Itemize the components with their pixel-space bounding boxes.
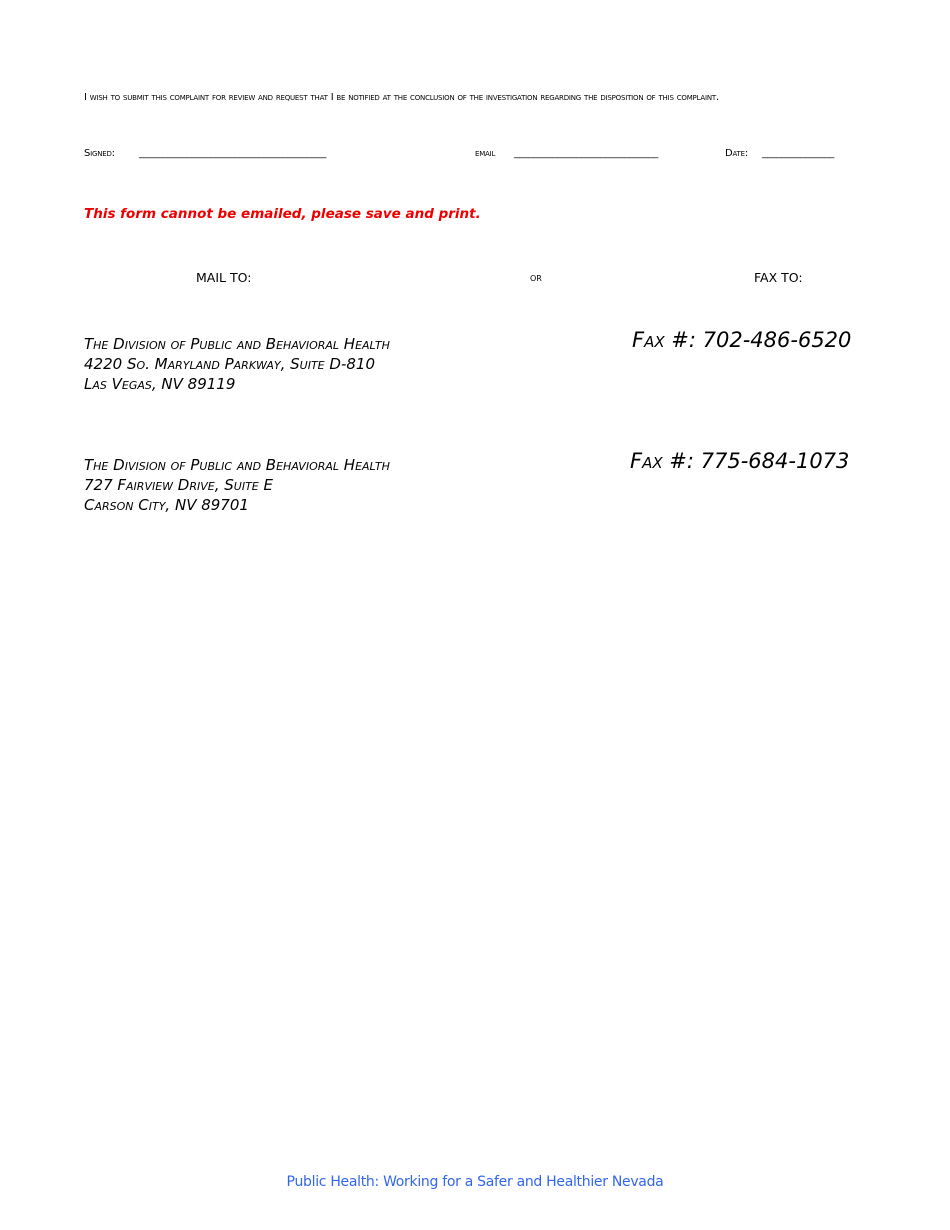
date-label: Date: [725, 148, 749, 159]
intro-text: I wish to submit this complaint for review and request that I be notified at the conclusion of the investigation regarding the disposition of this complaint. [84, 92, 719, 103]
signed-label: Signed: [84, 148, 115, 159]
date-field[interactable]: _______________ [762, 148, 835, 159]
mail-to-heading: MAIL TO: [196, 270, 252, 285]
email-label: email [475, 148, 496, 159]
fax-to-heading: FAX TO: [754, 270, 803, 285]
address-line: 727 Fairview Drive, Suite E [84, 476, 273, 494]
las-vegas-fax: Fax #: 702-486-6520 [632, 328, 852, 352]
email-field[interactable]: ______________________________ [514, 148, 659, 159]
carson-city-fax: Fax #: 775-684-1073 [630, 449, 850, 473]
address-line: The Division of Public and Behavioral Health [84, 335, 390, 353]
signed-field[interactable]: _______________________________________ [139, 148, 327, 159]
carson-city-address [84, 455, 390, 515]
address-line: Las Vegas, NV 89119 [84, 375, 236, 393]
footer-tagline: Public Health: Working for a Safer and Healthier Nevada [286, 1174, 664, 1190]
address-line: Carson City, NV 89701 [84, 496, 249, 514]
or-label: or [530, 271, 542, 284]
address-line: The Division of Public and Behavioral Health [84, 456, 390, 474]
las-vegas-address [84, 334, 390, 394]
warning-text: This form cannot be emailed, please save and print. [84, 206, 481, 222]
address-line: 4220 So. Maryland Parkway, Suite D-810 [84, 355, 375, 373]
